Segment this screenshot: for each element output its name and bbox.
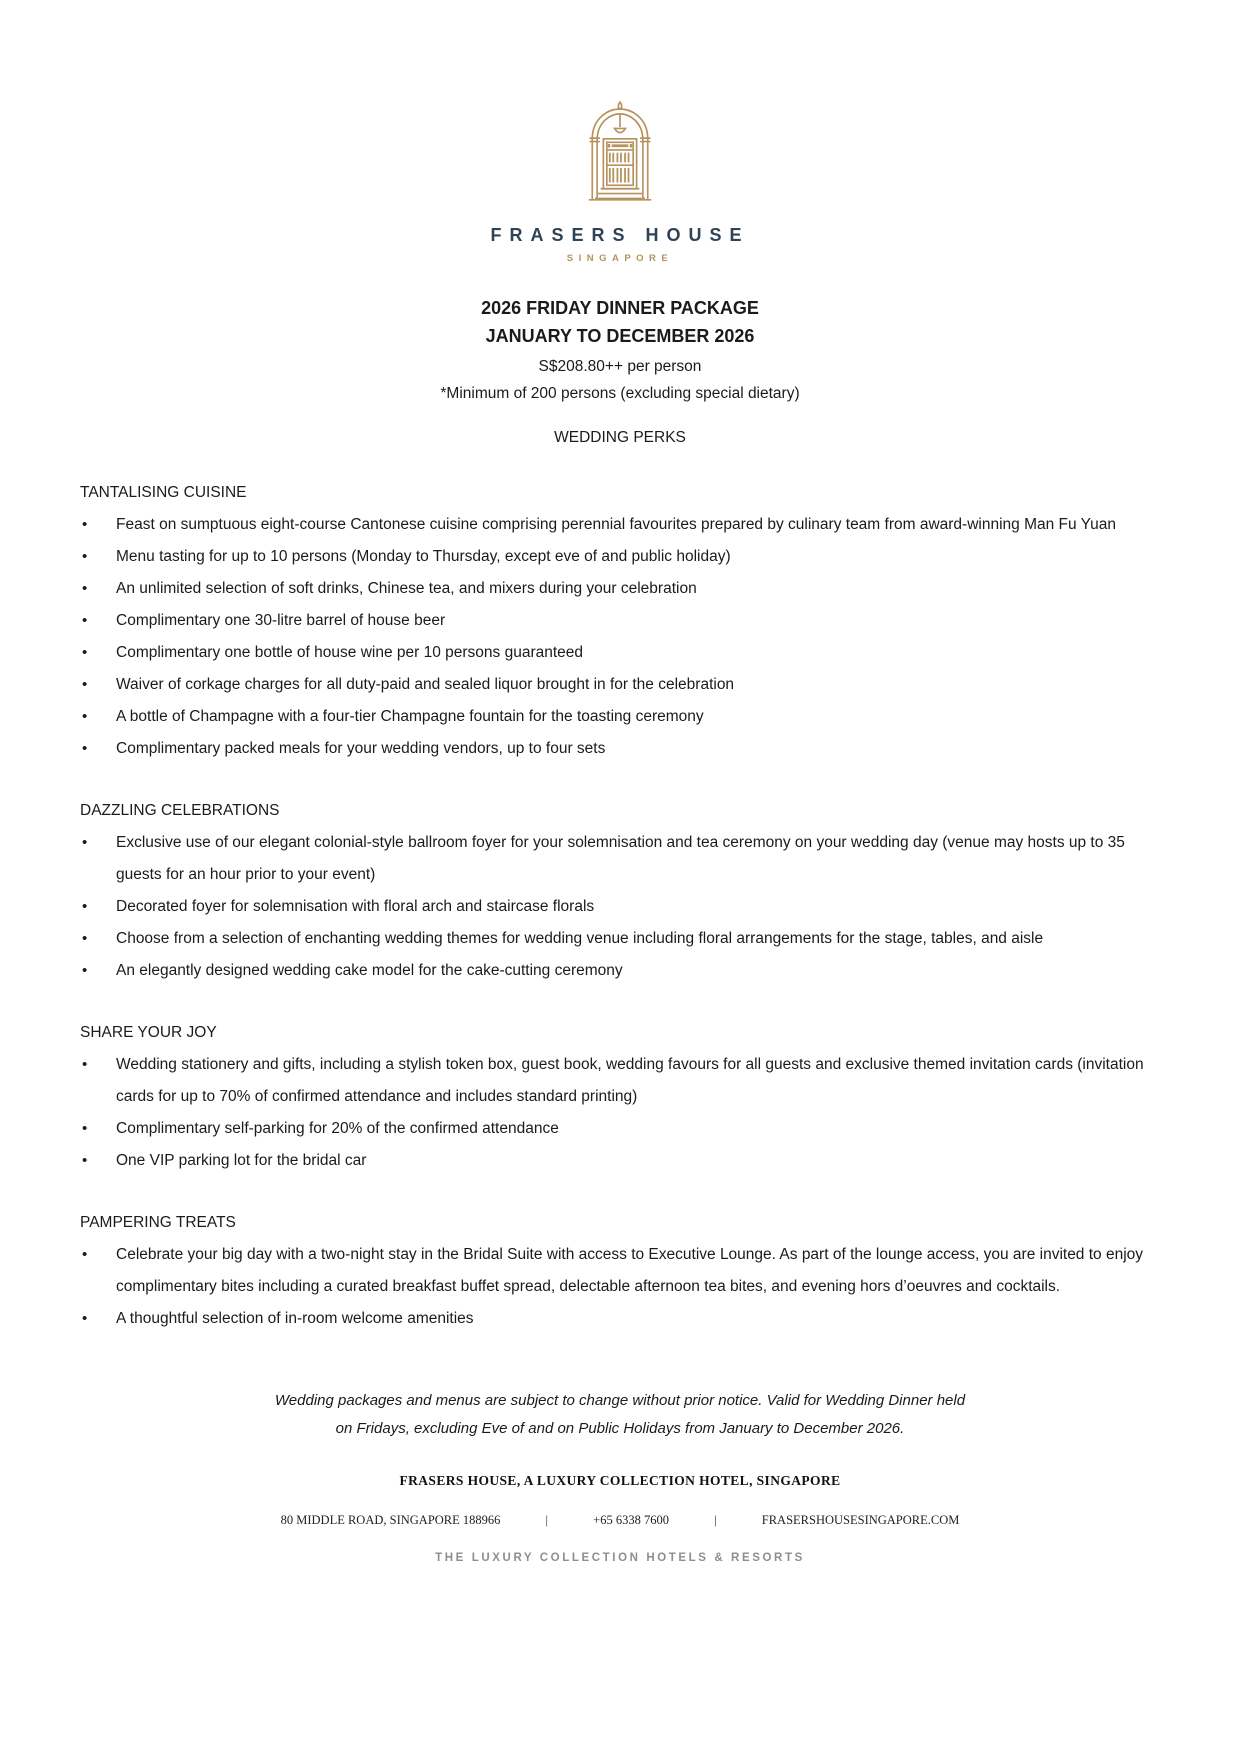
bullet-icon: • [82,1152,88,1169]
bullet-text: Complimentary packed meals for your wedding vendors, up to four sets [116,740,606,757]
bullet-icon: • [82,612,88,629]
section-heading: SHARE YOUR JOY [80,1024,217,1041]
brand-header [80,100,1160,264]
list-item [80,541,1160,573]
section-heading: DAZZLING CELEBRATIONS [80,802,280,819]
disclaimer-text [80,1387,1160,1443]
bullet-text: Choose from a selection of enchanting wedding themes for wedding venue including floral arrangements for the stage, tables, and aisle [116,930,1044,947]
bullet-list [80,1239,1160,1335]
hotel-website: FRASERSHOUSESINGAPORE.COM [761,1513,960,1527]
bullet-text: Decorated foyer for solemnisation with floral arch and staircase florals [116,898,595,915]
bullet-text: Complimentary one bottle of house wine per 10 persons guaranteed [116,644,584,661]
list-item [80,955,1160,987]
bullet-text: Complimentary self-parking for 20% of the confirmed attendance [116,1120,559,1137]
bullet-icon: • [82,1310,88,1327]
bullet-icon: • [82,1246,88,1263]
list-item [80,1145,1160,1177]
list-item [80,701,1160,733]
section-heading: TANTALISING CUISINE [80,484,247,501]
list-item [80,733,1160,765]
bullet-icon: • [82,962,88,979]
bullet-icon: • [82,548,88,565]
disclaimer-line2: on Fridays, excluding Eve of and on Public Holidays from January to December 2026. [335,1420,905,1437]
perk-sections [80,477,1160,1335]
minimum-persons-note: *Minimum of 200 persons (excluding special dietary) [440,385,800,402]
bullet-icon: • [82,834,88,851]
bullet-text: An elegantly designed wedding cake model for the cake-cutting ceremony [116,962,623,979]
bullet-text: Menu tasting for up to 10 persons (Monday to Thursday, except eve of and public holiday) [116,548,731,565]
separator-bar: | [545,1513,549,1527]
package-title-line1: 2026 FRIDAY DINNER PACKAGE [481,298,759,318]
bullet-text: A thoughtful selection of in-room welcome amenities [116,1310,474,1327]
list-item [80,827,1160,891]
bullet-text: One VIP parking lot for the bridal car [116,1152,367,1169]
list-item [80,605,1160,637]
separator-bar: | [714,1513,717,1527]
brand-location: SINGAPORE [566,253,674,264]
bullet-text: Feast on sumptuous eight-course Cantonese cuisine comprising perennial favourites prepared by culinary team from award-winning Man Fu Yuan [116,516,1116,533]
package-title-line2: JANUARY TO DECEMBER 2026 [485,326,755,346]
bullet-text: A bottle of Champagne with a four-tier Champagne fountain for the toasting ceremony [116,708,704,725]
archway-window-lamp-icon [564,100,676,204]
bullet-icon: • [82,898,88,915]
list-item [80,1049,1160,1113]
list-item [80,923,1160,955]
list-item [80,637,1160,669]
luxury-collection-line: THE LUXURY COLLECTION HOTELS & RESORTS [435,1552,805,1564]
bullet-icon: • [82,1120,88,1137]
hotel-phone: +65 6338 7600 [593,1513,669,1527]
list-item [80,1303,1160,1335]
bullet-icon: • [82,708,88,725]
disclaimer-line1: Wedding packages and menus are subject to change without prior notice. Valid for Wedding Dinner held [274,1392,966,1409]
bullet-icon: • [82,1056,88,1073]
title-block [80,294,1160,407]
price-per-person: S$208.80++ per person [538,358,702,375]
bullet-icon: • [82,930,88,947]
document-footer [80,1387,1160,1564]
list-item [80,573,1160,605]
list-item [80,1239,1160,1303]
brand-name: FRASERS HOUSE [490,225,750,245]
list-item [80,509,1160,541]
list-item [80,1113,1160,1145]
bullet-icon: • [82,644,88,661]
list-item [80,669,1160,701]
hotel-address: 80 MIDDLE ROAD, SINGAPORE 188966 [280,1513,501,1527]
bullet-icon: • [82,516,88,533]
bullet-text: An unlimited selection of soft drinks, Chinese tea, and mixers during your celebration [116,580,697,597]
bullet-icon: • [82,676,88,693]
bullet-icon: • [82,740,88,757]
bullet-list [80,1049,1160,1177]
bullet-text: Complimentary one 30-litre barrel of house beer [116,612,446,629]
section-heading: PAMPERING TREATS [80,1214,236,1231]
bullet-list [80,827,1160,987]
bullet-icon: • [82,580,88,597]
wedding-perks-heading: WEDDING PERKS [554,429,686,446]
bullet-text: Celebrate your big day with a two-night stay in the Bridal Suite with access to Executive Lounge. As part of the lounge access, you are invited to enjoy complimentary bites including a curated breakfast buffet spread, delectable afternoon tea bites, and evening hors d’oeuvres and cocktails. [116,1246,1144,1295]
bullet-text: Wedding stationery and gifts, including a stylish token box, guest book, wedding favours for all guests and exclusive themed invitation cards (invitation cards for up to 70% of confirmed attendance and includes standard printing) [116,1056,1144,1105]
contact-line [80,1513,1160,1528]
bullet-text: Exclusive use of our elegant colonial-style ballroom foyer for your solemnisation and tea ceremony on your wedding day (venue may hosts up to 35 guests for an hour prior to your event) [116,834,1125,883]
bullet-text: Waiver of corkage charges for all duty-paid and sealed liquor brought in for the celebration [116,676,735,693]
bullet-list [80,509,1160,765]
hotel-name-line: FRASERS HOUSE, A LUXURY COLLECTION HOTEL, SINGAPORE [399,1473,841,1488]
list-item [80,891,1160,923]
